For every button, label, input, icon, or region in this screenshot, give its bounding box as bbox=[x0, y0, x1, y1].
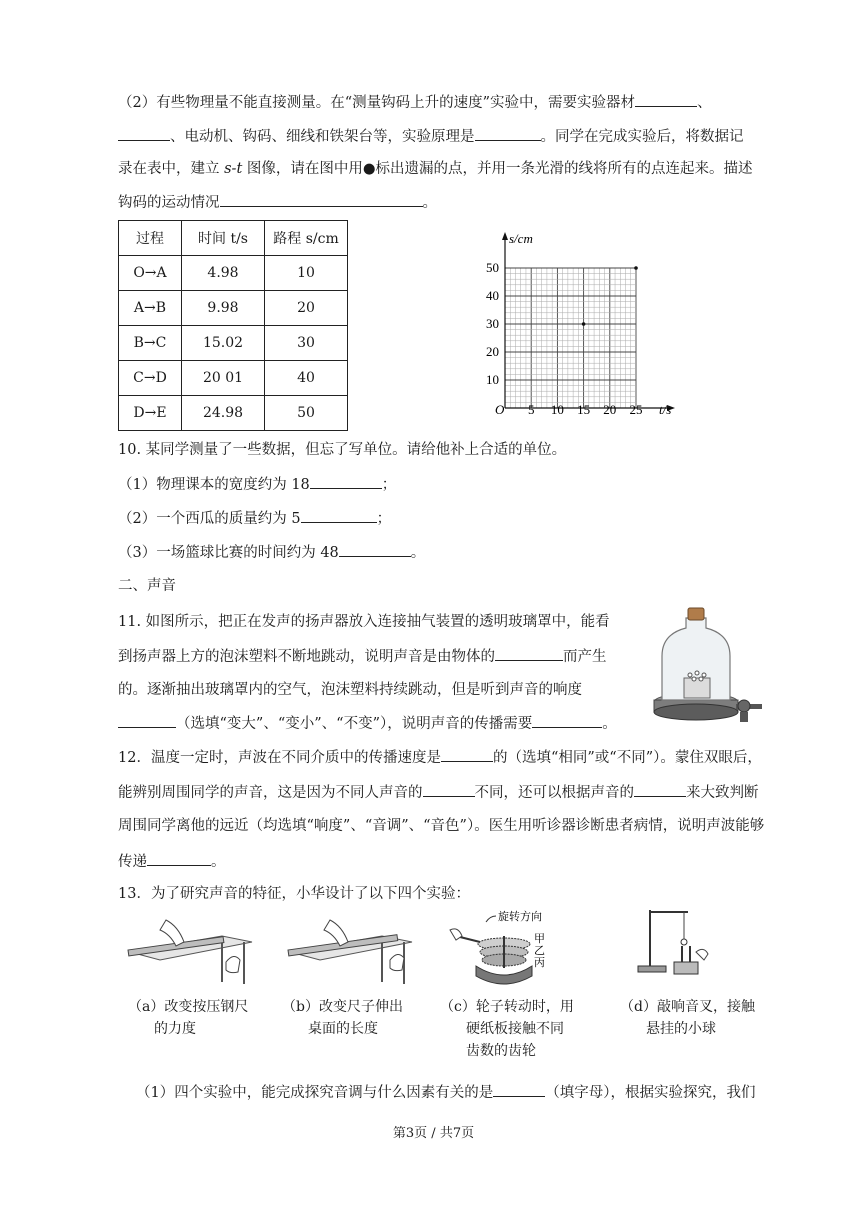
q11-line-1: 11. 如图所示，把正在发声的扬声器放入连接抽气装置的透明玻璃罩中，能看 bbox=[118, 614, 610, 630]
table-row bbox=[119, 256, 348, 291]
table-row bbox=[119, 361, 348, 396]
x-tick-label: 10 bbox=[550, 402, 564, 417]
y-tick-label: 50 bbox=[486, 260, 499, 275]
answer-blank[interactable] bbox=[634, 782, 686, 797]
arrow-icon bbox=[486, 916, 496, 922]
table-cell: C→D bbox=[119, 361, 182, 396]
q10-title: 10. 某同学测量了一些数据，但忘了写单位。请给他补上合适的单位。 bbox=[118, 442, 567, 458]
q9-line-1: （2）有些物理量不能直接测量。在“测量钩码上升的速度”实验中，需要实验器材 、 bbox=[118, 92, 712, 113]
caption-c: （c）轮子转动时，用 硬纸板接触不同 齿数的齿轮 bbox=[440, 999, 574, 1059]
x-tick-label: 25 bbox=[629, 402, 643, 417]
table-header-row bbox=[119, 221, 348, 256]
table-cell: O→A bbox=[119, 256, 182, 291]
answer-blank[interactable] bbox=[147, 851, 211, 866]
figure-d-tuning-fork bbox=[624, 906, 714, 982]
gear-rotation-label: 旋转方向 bbox=[498, 910, 542, 923]
table-cell: 9.98 bbox=[182, 291, 265, 326]
figure-a-steel-ruler bbox=[126, 912, 256, 988]
gear-name: 甲 bbox=[534, 932, 545, 945]
table-cell: 10 bbox=[265, 256, 348, 291]
table-cell: D→E bbox=[119, 396, 182, 431]
q13-sub-1: （1）四个实验中，能完成探究音调与什么因素有关的是 （填字母），根据实验探究，我们 bbox=[136, 1082, 755, 1103]
y-tick-label: 30 bbox=[486, 316, 499, 331]
answer-blank[interactable] bbox=[635, 92, 697, 107]
answer-blank[interactable] bbox=[118, 713, 176, 728]
data-table bbox=[118, 220, 348, 431]
figure-b-ruler-length bbox=[286, 912, 416, 988]
table-row bbox=[119, 326, 348, 361]
table-cell: 30 bbox=[265, 326, 348, 361]
answer-blank[interactable] bbox=[532, 713, 602, 728]
answer-blank[interactable] bbox=[301, 508, 377, 523]
q11-line-2: 到扬声器上方的泡沫塑料不断地跳动，说明声音是由物体的 而产生 bbox=[118, 646, 607, 667]
table-header: 路程 s/cm bbox=[265, 221, 348, 256]
q13-title: 13．为了研究声音的特征，小华设计了以下四个实验： bbox=[118, 886, 470, 902]
x-tick-label: 20 bbox=[603, 402, 617, 417]
q12-line-4: 传递 。 bbox=[118, 851, 226, 872]
gear-name: 丙 bbox=[534, 956, 545, 969]
data-point bbox=[634, 266, 638, 270]
q12-line-3: 周围同学离他的远近（均选填“响度”、“音调”、“音色”）。医生用听诊器诊断患者病情，说明声波能够 bbox=[118, 818, 765, 834]
q11-line-4: （选填“变大”、“变小”、“不变”），说明声音的传播需要 。 bbox=[118, 713, 617, 734]
y-tick-label: 40 bbox=[486, 288, 499, 303]
section-heading: 二、声音 bbox=[118, 578, 176, 594]
q12-line-2: 能辨别周围同学的声音，这是因为不同人声音的 不同，还可以根据声音的 来大致判断 bbox=[118, 782, 759, 803]
answer-blank[interactable] bbox=[118, 126, 170, 141]
table-cell: 15.02 bbox=[182, 326, 265, 361]
table-cell: 20 01 bbox=[182, 361, 265, 396]
y-axis-arrow bbox=[502, 232, 508, 240]
figure-c-gears bbox=[446, 906, 576, 986]
table-row bbox=[119, 396, 348, 431]
q10-item-2: （2）一个西瓜的质量约为 5 ； bbox=[118, 508, 391, 529]
answer-blank[interactable] bbox=[423, 782, 475, 797]
answer-blank[interactable] bbox=[441, 747, 493, 762]
table-cell: 4.98 bbox=[182, 256, 265, 291]
table-cell: 20 bbox=[265, 291, 348, 326]
st-graph[interactable] bbox=[460, 228, 690, 423]
answer-blank[interactable] bbox=[493, 1082, 545, 1097]
q12-line-1: 12．温度一定时，声波在不同介质中的传播速度是 的（选填“相同”或“不同”）。蒙住双眼后， bbox=[118, 747, 762, 768]
q11-line-3: 的。逐渐抽出玻璃罩内的空气，泡沫塑料持续跳动，但是听到声音的响度 bbox=[118, 682, 582, 698]
caption-a: （a）改变按压钢尺 的力度 bbox=[128, 999, 249, 1037]
gear-name: 乙 bbox=[534, 944, 545, 957]
q9-text: （2）有些物理量不能直接测量。在“测量钩码上升的速度”实验中，需要实验器材 bbox=[118, 95, 636, 111]
data-point bbox=[582, 322, 586, 326]
answer-blank[interactable] bbox=[220, 192, 423, 207]
q10-item-3: （3）一场篮球比赛的时间约为 48 。 bbox=[118, 542, 425, 563]
x-axis-label: t/s bbox=[659, 402, 672, 417]
answer-blank[interactable] bbox=[339, 542, 411, 557]
origin-label: O bbox=[495, 402, 505, 417]
x-tick-label: 15 bbox=[577, 402, 591, 417]
caption-d: （d）敲响音叉，接触 悬挂的小球 bbox=[620, 999, 755, 1037]
q9-line-3: 录在表中，建立 s-t 图像，请在图中用●标出遗漏的点，并用一条光滑的线将所有的点连起来。描述 bbox=[118, 161, 753, 177]
y-tick-label: 20 bbox=[486, 344, 499, 359]
table-row bbox=[119, 291, 348, 326]
graph-grid bbox=[505, 268, 636, 408]
y-tick-labels bbox=[486, 260, 499, 387]
caption-b: （b）改变尺子伸出 桌面的长度 bbox=[282, 999, 403, 1037]
answer-blank[interactable] bbox=[495, 646, 563, 661]
answer-blank[interactable] bbox=[475, 126, 541, 141]
table-cell: 50 bbox=[265, 396, 348, 431]
y-axis-label: s/cm bbox=[509, 231, 533, 246]
table-header: 过程 bbox=[119, 221, 182, 256]
table-cell: B→C bbox=[119, 326, 182, 361]
y-tick-label: 10 bbox=[486, 372, 499, 387]
x-tick-label: 5 bbox=[527, 402, 535, 417]
table-cell: A→B bbox=[119, 291, 182, 326]
table-cell: 40 bbox=[265, 361, 348, 396]
bell-jar-illustration bbox=[648, 604, 768, 726]
q10-item-1: （1）物理课本的宽度约为 18 ； bbox=[118, 474, 396, 495]
table-header: 时间 t/s bbox=[182, 221, 265, 256]
q9-line-2: 、电动机、钩码、细线和铁架台等，实验原理是 。同学在完成实验后，将数据记 bbox=[118, 126, 744, 147]
q9-line-4: 钩码的运动情况 。 bbox=[118, 192, 437, 213]
answer-blank[interactable] bbox=[310, 474, 382, 489]
table-cell: 24.98 bbox=[182, 396, 265, 431]
page-footer: 第3页 / 共7页 bbox=[392, 1126, 475, 1141]
